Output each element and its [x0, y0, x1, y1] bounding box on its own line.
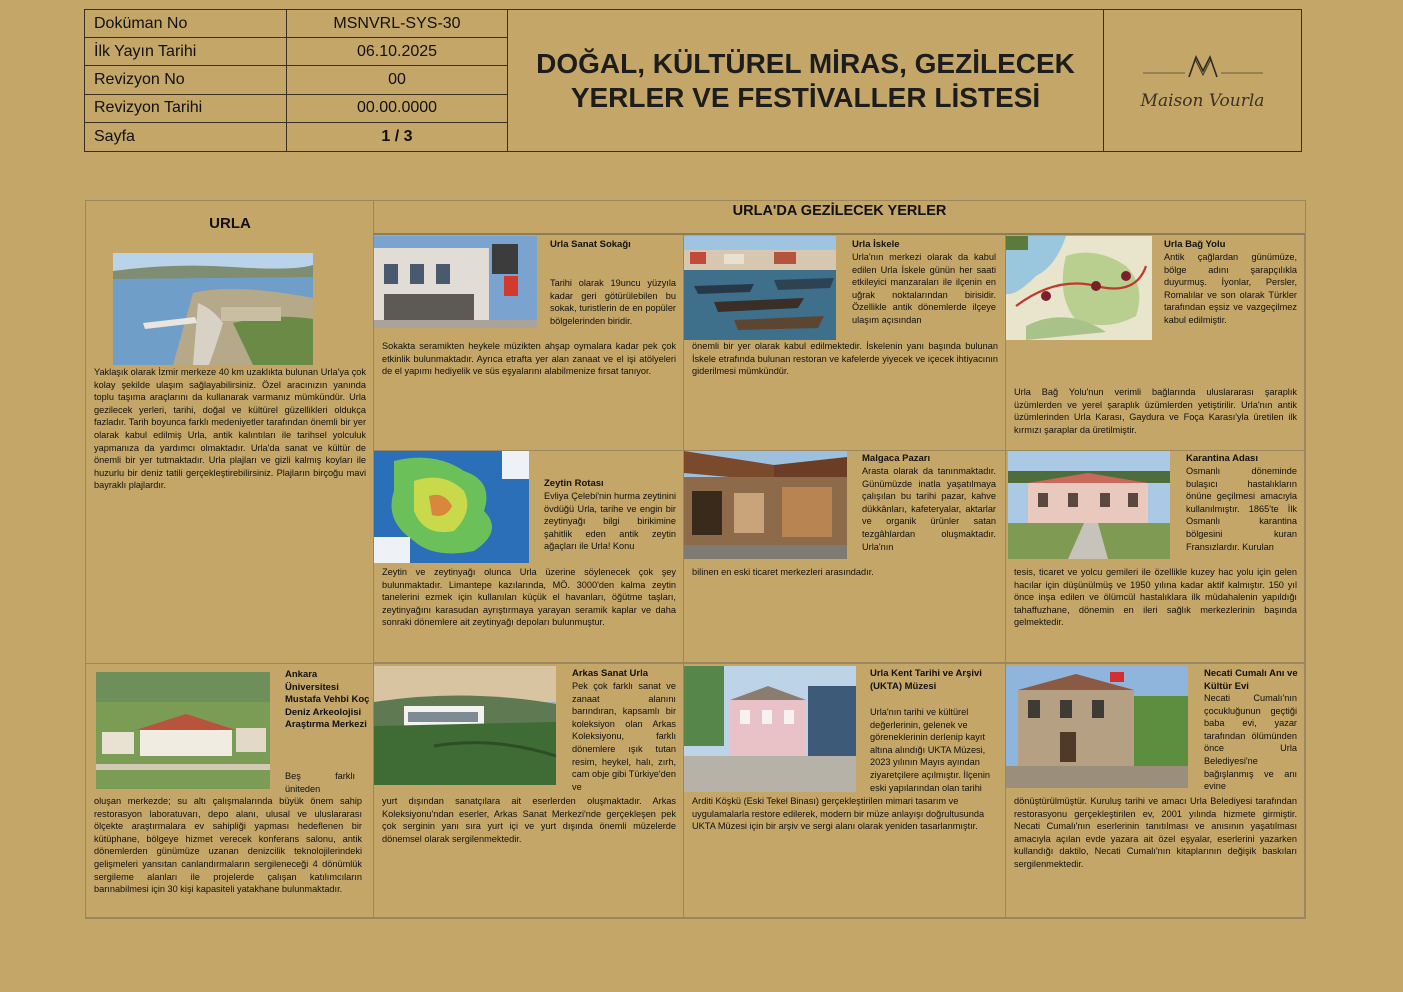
meta-value: MSNVRL-SYS-30	[287, 10, 508, 38]
title-line-1: DOĞAL, KÜLTÜREL MİRAS, GEZİLECEK	[536, 47, 1075, 79]
meta-label: Revizyon Tarihi	[85, 95, 287, 123]
place-title: Malgaca Pazarı	[862, 453, 931, 464]
place-body-text: bilinen en eski ticaret merkezleri arasındadır.	[692, 567, 874, 577]
meta-label: Revizyon No	[85, 66, 287, 94]
place-side-text: Tarihi olarak 19uncu yüzyıla kadar geri götürülebilen bu sokak, turistlerin de en popüler bölgelerinden biridir.	[550, 278, 676, 326]
meta-value: 00.00.0000	[287, 95, 508, 123]
place-side-text: Beş farklı üniteden	[285, 771, 355, 794]
place-body-text: tesis, ticaret ve yolcu gemileri ile özellikle kuzey hac yolu için gelen hacılar için düşünülmüş ve 1950 yılına kadar aktif kalmıştır. 150 yıl önce inşa edilen ve ölümcül hastalıklara ilk müdahalenin yapıldığı tahaffuzhane, dönemin en ileri sağlık merkezlerinin başında gelmektedir.	[1014, 567, 1297, 628]
vineyard-map-icon	[1006, 236, 1152, 340]
place-side-text: Osmanlı döneminde bulaşıcı hastalıkların önüne geçilmesi amacıyla kullanılmıştır. 1865'te İlk Osmanlı karantina bölgesini kuran Fransızlardır. Kurulan	[1186, 466, 1297, 552]
section-title: URLA'DA GEZİLECEK YERLER	[374, 201, 1305, 235]
quarantine-photo-icon	[1008, 451, 1170, 559]
place-side-text: Antik çağlardan günümüze, bölge adını şarapçılıkla duyurmuş. İyonlar, Persler, Romalılar ve son olarak Türkler tarafından eşsiz ve vazgeçilmez kabul edilmiştir.	[1164, 252, 1297, 325]
meta-label: Doküman No	[85, 10, 287, 38]
places-table	[85, 200, 1306, 919]
place-card	[1006, 451, 1305, 663]
place-body-text: Sokakta seramikten heykele müzikten ahşap oymalara kadar pek çok etkinlik bulunmaktadır. Ayrıca etrafta yer alan zanaat ve el işi atölyeleri de el yapımı hediyelik ve süs eşyalarını alabilmenize fırsat tanıyor.	[382, 341, 676, 377]
place-side-text: Urla'nın merkezi olarak da kabul edilen Urla İskele günün her saati etkileyici manzaraları ile ilçenin en uğrak noktalarından birisidir. Özellikle antik dönemlerde ilçeye ulaşım açısından	[852, 252, 996, 325]
place-title: Urla Sanat Sokağı	[550, 239, 631, 250]
meta-label: Sayfa	[85, 123, 287, 151]
museum-photo-icon	[684, 666, 856, 792]
place-card	[684, 663, 1006, 918]
meta-value: 06.10.2025	[287, 38, 508, 66]
document-meta-table	[85, 10, 508, 151]
bazaar-photo-icon	[684, 451, 847, 559]
logo-text: Maison Vourla	[1140, 90, 1265, 111]
place-card	[374, 663, 684, 918]
place-side-text: Necati Cumalı'nın çocukluğunun geçtiği baba evi, yazar tarafından ölümünden önce Urla Belediyesi'ne bağışlanmış ve anı evine	[1204, 693, 1297, 792]
document-title	[508, 10, 1104, 151]
place-body-text: Urla Bağ Yolu'nun verimli bağlarında uluslararası şaraplık üzümlerden ve yerel şaraplık üzümlerden yetiştirilir. Urla'nın antik üzümlerinden Urla Karası, Gaydura ve Foça Karası'yla üretilen ilk kırmızı şaraplar da üretilmiştir.	[1014, 387, 1297, 435]
place-card	[684, 235, 1006, 451]
street-photo-icon	[374, 236, 537, 328]
brand-logo	[1104, 10, 1301, 151]
place-title: Arkas Sanat Urla	[572, 668, 649, 679]
place-title: Ankara Üniversitesi Mustafa Vehbi Koç Deniz Arkeolojisi Araştırma Merkezi	[285, 669, 370, 731]
place-body-text: Zeytin ve zeytinyağı olunca Urla üzerine söylenecek çok şey bulunmaktadır. Limantepe kazılarında, MÖ. 3000'den kalma zeytin tanelerini ezmek için kullanılan küçük el havanları, öğütme taşları, zeytinyağını karasudan ayrıştırmaya yarayan seramik kaplar ve daha sonraki dönemlere ait zeytinyağı depoları bulunmuştur.	[382, 567, 676, 628]
place-card	[1006, 235, 1305, 451]
place-card	[86, 663, 374, 918]
place-title: Necati Cumalı Anı ve Kültür Evi	[1204, 668, 1298, 692]
stone-house-photo-icon	[1006, 666, 1188, 788]
place-title: Urla Bağ Yolu	[1164, 239, 1226, 250]
place-card	[374, 451, 684, 663]
page-number: 1 / 3	[287, 123, 508, 151]
urla-intro-text: Yaklaşık olarak İzmir merkeze 40 km uzaklıkta bulunan Urla'ya çok kolay şekilde ulaşım sağlayabilirsiniz. Özel aracınızın yanında toplu taşıma araçlarını da kullanarak varmanız mümkündür. Urla gezilecek yerleri, tarihi, doğal ve kültürel güzellikleri oldukça fazladır. Tarih boyunca farklı medeniyetler tarafından önemli bir yer olarak kabul edilmiş Urla, antik kalıntıları ile tarihsel yolculuk yapmanıza da yardımcı olmaktadır. Urla'da sanat ve kültür de önemli bir yer tutmaktadır. Urla plajları ve gizli kalmış koyları ile huzurlu bir deniz tatili gerçekleştirebilirsiniz. Plajların birçoğu mavi bayraklı plajlardır.	[94, 367, 366, 491]
place-body-text: oluşan merkezde; su altı çalışmalarında büyük önem sahip restorasyon laboratuvarı, depo alanı, ulusal ve uluslararası ölçekte araştırmalara ev sahipliği yapması hedeflenen bir kütüphane, bölgeye hizmet verecek konferans salonu, antik dönemlerden günümüze uzanan denizcilik teknolojilerindeki gelişmeleri yansıtan canlandırmaların sergileneceği 4 dönümlük sergileme alanları ile projelerde çalışan katılımcıların barınabilmesi için 30 kişi kapasiteli yatakhane bulunmaktadır.	[94, 796, 362, 895]
place-side-text: Evliya Çelebi'nin hurma zeytinini övdüğü Urla, tarihe ve engin bir zeytinyağı bilgi birikimine şahitlik eden antik zeytin ağaçları ile Urla! Konu	[544, 491, 676, 552]
place-body-text: önemli bir yer olarak kabul edilmektedir. İskelenin yanı başında bulunan İskele etrafında bulunan restoran ve kafelerde yiyecek ve içecek ihtiyacının giderilmesi mümkündür.	[692, 341, 998, 377]
place-card	[1006, 663, 1305, 918]
harbor-photo-icon	[684, 236, 836, 340]
place-title: Karantina Adası	[1186, 453, 1258, 464]
document-header	[84, 9, 1302, 152]
place-title: Zeytin Rotası	[544, 478, 604, 489]
art-center-photo-icon	[374, 666, 556, 785]
title-line-2: YERLER VE FESTİVALLER LİSTESİ	[570, 81, 1041, 113]
place-side-text: Urla'nın tarihi ve kültürel değerlerinin, gelenek ve göreneklerinin derlenip kayıt altına alındığı UKTA Müzesi, 2023 yılının Mayıs ayından ziyaretçilere açılmıştır. İlçenin eski yapılarından olan tarihi	[870, 707, 990, 793]
place-side-text: Pek çok farklı sanat ve zanaat alanını barındıran, kapsamlı bir koleksiyon olan Arkas Koleksiyonu, farklı dönemlere ışık tutan resim, heykel, halı, zırh, cam obje gibi Türkiye'den ve	[572, 681, 676, 792]
place-title: Urla Kent Tarihi ve Arşivi (UKTA) Müzesi	[870, 668, 982, 692]
place-side-text: Arasta olarak da tanınmaktadır. Günümüzde inatla yaşatılmaya çalışılan bu tarihi pazar, kahve dükkânları, kafeteryalar, aktarlar ve organik ürünler satan tezgâhlardan oluşmaktadır. Urla'nın	[862, 466, 996, 552]
place-card	[374, 235, 684, 451]
urla-title: URLA	[209, 215, 251, 232]
place-body-text: yurt dışından sanatçılara ait eserlerden oluşmaktadır. Arkas Koleksiyonu'ndan eserler, Arkas Sanat Merkezi'nde gerçekleşen pek çok serginin yanı sıra yurt içi ve yurt dışında önemli müzelerde dönemsel olarak sergilenmektedir.	[382, 796, 676, 844]
olive-map-icon	[374, 451, 529, 563]
place-card	[684, 451, 1006, 663]
campus-photo-icon	[96, 672, 270, 789]
place-body-text: Arditi Köşkü (Eski Tekel Binası) gerçekleştirilen mimari tasarım ve uygulamalarla restore edilerek, modern bir müze anlayışı doğrultusunda UKTA Müzesi için bir arşiv ve sergi alanı olarak yeniden tasarlanmıştır.	[692, 796, 985, 832]
meta-label: İlk Yayın Tarihi	[85, 38, 287, 66]
meta-value: 00	[287, 66, 508, 94]
aerial-photo-icon	[113, 253, 313, 365]
place-body-text: dönüştürülmüştür. Kuruluş tarihi ve amacı Urla Belediyesi tarafından restorasyonu gerçekleştirilen ev, 2001 yılında hizmete girmiştir. Necati Cumalı'nın eserlerinin tanıtılması ve anısının yaşatılması amacıyla açılan evde yazara ait özel eşyalar, eserlerini yazarken kullandığı daktilo, Necati Cumalı'nın kitaplarının değişik baskıları sergilenmektedir.	[1014, 796, 1297, 869]
logo-mark-icon	[1141, 51, 1265, 85]
place-title: Urla İskele	[852, 239, 900, 250]
